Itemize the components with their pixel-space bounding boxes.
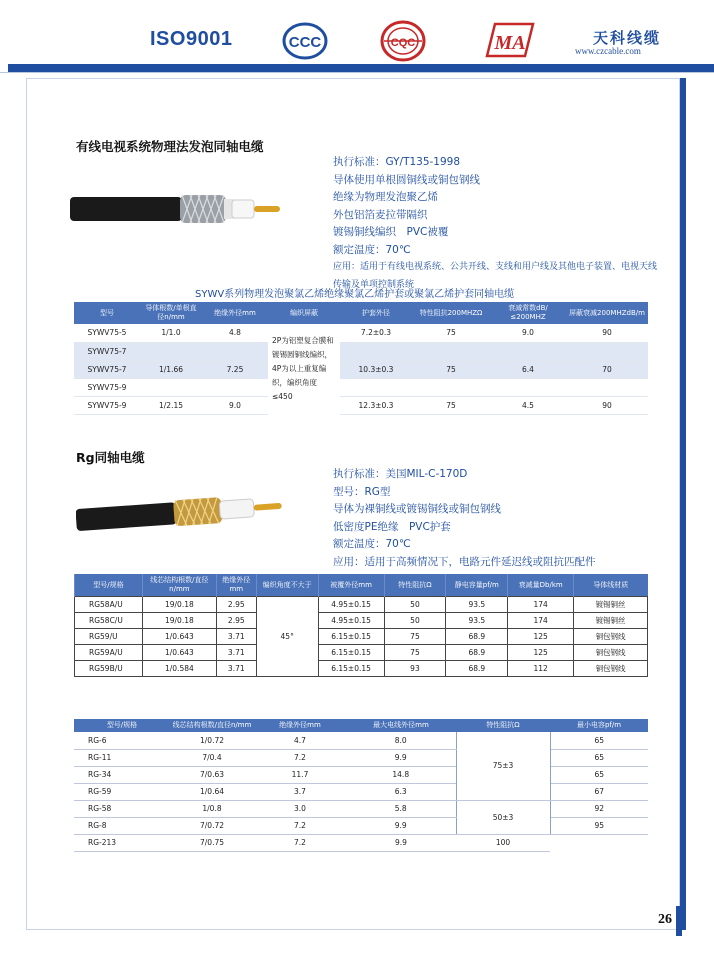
- spec-line: 镀锡铜线编织 PVC被覆: [333, 226, 449, 238]
- table-header: 最大电线外径mm: [346, 719, 456, 732]
- table-cell: 6.3: [346, 783, 456, 800]
- spec-line: 导体使用单根圆铜线或铜包钢线: [333, 173, 480, 186]
- table-header: 特性阻抗Ω: [456, 719, 550, 732]
- spec-line: 额定温度：70℃: [333, 243, 411, 256]
- rg-impedance-table: [74, 719, 648, 852]
- table-cell: 93.5: [446, 613, 508, 629]
- table-cell: 19/0.18: [142, 597, 216, 613]
- table-cell: 1/0.64: [170, 783, 254, 800]
- table-cell: RG59B/U: [75, 661, 143, 677]
- header-divider: [8, 64, 714, 72]
- table-cell: 50: [384, 597, 446, 613]
- brand-name: 天科线缆: [593, 29, 662, 47]
- table-row: [74, 396, 648, 414]
- table-cell: RG-11: [74, 749, 170, 766]
- table-cell: RG59A/U: [75, 645, 143, 661]
- table-cell: [412, 378, 490, 396]
- table-cell: 4.7: [254, 732, 346, 749]
- table-cell: 7.2: [254, 749, 346, 766]
- table-cell: 1/0.72: [170, 732, 254, 749]
- table-cell: 3.7: [254, 783, 346, 800]
- spec-line: 型号：RG型: [333, 485, 391, 498]
- table-cell: 4.95±0.15: [318, 597, 384, 613]
- table-header: 被覆外径mm: [318, 574, 384, 597]
- header-rule: [0, 72, 714, 73]
- table-cell: 4.5: [490, 396, 566, 414]
- table-header-row: [75, 574, 648, 597]
- impedance-50: 50±3: [456, 800, 550, 834]
- table-row: [74, 324, 648, 342]
- table-row: [75, 645, 648, 661]
- table-cell: 65: [550, 766, 648, 783]
- table-row: [74, 817, 648, 834]
- table-cell: 铜包钢线: [574, 629, 648, 645]
- spec-line: 执行标准：GY/T135-1998: [333, 156, 461, 168]
- spec-line: 应用：适用于高频情况下，电路元件延迟线或阻抗匹配件: [333, 555, 596, 568]
- section2-specs: [333, 466, 663, 571]
- table-cell: 75: [384, 645, 446, 661]
- table-cell: 11.7: [254, 766, 346, 783]
- table-cell: 4.8: [202, 324, 268, 342]
- table-header: 衰减量Db/km: [508, 574, 574, 597]
- table-cell: SYWV75-9: [74, 396, 140, 414]
- table-cell: 93: [384, 661, 446, 677]
- table-cell: 2.95: [216, 597, 256, 613]
- table-header-row: [74, 719, 648, 732]
- table-cell: 9.0: [202, 396, 268, 414]
- table-cell: [566, 378, 648, 396]
- table-cell: 92: [550, 800, 648, 817]
- table-cell: 3.71: [216, 661, 256, 677]
- table-cell: 3.0: [254, 800, 346, 817]
- svg-text:MA: MA: [494, 32, 526, 54]
- table-cell: 125: [508, 645, 574, 661]
- table-row: [74, 732, 648, 749]
- table-cell: 7.2: [254, 834, 346, 851]
- table-cell: 1/0.8: [170, 800, 254, 817]
- table-header: 型号/规格: [74, 719, 170, 732]
- table-cell: 14.8: [346, 766, 456, 783]
- table-cell: 174: [508, 597, 574, 613]
- table-row: [74, 766, 648, 783]
- table-header: 导体线材质: [574, 574, 648, 597]
- table-header: 特性阻抗200MHZΩ: [412, 302, 490, 324]
- table-cell: 65: [550, 732, 648, 749]
- table-cell: 1/2.15: [140, 396, 202, 414]
- table-cell: 12.3±0.3: [340, 396, 412, 414]
- table-row: [74, 378, 648, 396]
- section1-specs: [333, 154, 663, 294]
- table-cell: [490, 342, 566, 360]
- table-cell: 1/0.643: [142, 645, 216, 661]
- table-cell: 90: [566, 324, 648, 342]
- table-cell: SYWV75-7: [74, 342, 140, 360]
- table-cell: 1/0.643: [142, 629, 216, 645]
- table-header: 线芯结构根数/直径n/mm: [142, 574, 216, 597]
- table-cell: 93.5: [446, 597, 508, 613]
- table-cell: 7.2: [254, 817, 346, 834]
- spec-line: 应用：适用于有线电视系统、公共开线、支线和用户线及其他电子装置、电视天线: [333, 262, 658, 272]
- table-cell: 5.8: [346, 800, 456, 817]
- table-cell: 1/0.584: [142, 661, 216, 677]
- table-cell: 7.25: [202, 360, 268, 378]
- table-cell: 75: [412, 324, 490, 342]
- section2-title: Rg同轴电缆: [76, 450, 145, 465]
- table-cell: SYWV75-5: [74, 324, 140, 342]
- table-header-row: [74, 302, 648, 324]
- iso-label: ISO9001: [150, 28, 233, 50]
- table-cell: 7/0.72: [170, 817, 254, 834]
- table-header: 绝缘外径mm: [254, 719, 346, 732]
- table-cell: 65: [550, 749, 648, 766]
- table-row: [74, 749, 648, 766]
- spec-line: 传输及单项控制系统: [333, 279, 415, 290]
- table-cell: 68.9: [446, 661, 508, 677]
- table-cell: 112: [508, 661, 574, 677]
- table-header: 静电容量pf/m: [446, 574, 508, 597]
- page-number: 26: [658, 912, 672, 927]
- table-cell: [202, 342, 268, 360]
- spec-line: 低密度PE绝缘 PVC护套: [333, 520, 451, 533]
- table-cell: 75: [412, 360, 490, 378]
- brand-url: www.czcable.com: [575, 46, 641, 56]
- table-cell: RG-58: [74, 800, 170, 817]
- table-cell: 68.9: [446, 645, 508, 661]
- table-cell: 7/0.4: [170, 749, 254, 766]
- page-number-accent: [676, 906, 682, 936]
- sywv-spec-table: [74, 302, 648, 415]
- table-cell: RG-34: [74, 766, 170, 783]
- table-row: [74, 360, 648, 378]
- section1-title: 有线电视系统物理法发泡同轴电缆: [76, 139, 264, 154]
- shield-note: 2P为铝塑复合膜和镀锡圆铜线编织，4P为以上重复编织，编织角度≤450: [272, 336, 334, 401]
- table-cell: 9.9: [346, 817, 456, 834]
- ccc-logo-icon: [282, 22, 328, 60]
- table-cell: 6.15±0.15: [318, 629, 384, 645]
- table-cell: [566, 342, 648, 360]
- table-header: 编织角度不大于: [256, 574, 318, 597]
- table-cell: 4.95±0.15: [318, 613, 384, 629]
- table-cell: 1/1.66: [140, 360, 202, 378]
- table-row: [74, 783, 648, 800]
- spec-line: 外包铝箔麦拉带隔织: [333, 208, 428, 221]
- table-row: [74, 342, 648, 360]
- table-cell: 7.2±0.3: [340, 324, 412, 342]
- table-row: [75, 661, 648, 677]
- table-cell: 125: [508, 629, 574, 645]
- table-header: 线芯结构根数/直径n/mm: [170, 719, 254, 732]
- spec-line: 额定温度：70℃: [333, 538, 411, 550]
- table-cell: 7/0.63: [170, 766, 254, 783]
- table-cell: RG-59: [74, 783, 170, 800]
- table-header: 护套外径: [340, 302, 412, 324]
- table-cell: SYWV75-7: [74, 360, 140, 378]
- table-cell: SYWV75-9: [74, 378, 140, 396]
- table-cell: 19/0.18: [142, 613, 216, 629]
- table-row: [74, 800, 648, 817]
- table-cell: [490, 378, 566, 396]
- table-cell: 10.3±0.3: [340, 360, 412, 378]
- table-cell: [202, 378, 268, 396]
- table-cell: 75: [384, 629, 446, 645]
- table-header: 型号: [74, 302, 140, 324]
- table-header: 绝缘外径mm: [216, 574, 256, 597]
- table-cell: 6.4: [490, 360, 566, 378]
- table-cell: 50: [384, 613, 446, 629]
- table-row: [75, 629, 648, 645]
- table-cell: 95: [550, 817, 648, 834]
- table-cell: 9.9: [346, 749, 456, 766]
- page-header: [0, 0, 714, 64]
- table-row: [75, 613, 648, 629]
- table-cell: [140, 378, 202, 396]
- spec-line: 执行标准：美国MIL-C-170D: [333, 468, 468, 480]
- table-cell: 6.15±0.15: [318, 661, 384, 677]
- table-cell: RG-213: [74, 834, 170, 851]
- table-header: 型号/规格: [75, 574, 143, 597]
- table-cell: RG59/U: [75, 629, 143, 645]
- coax-cable-image-2: [76, 492, 282, 536]
- table-cell: RG58C/U: [75, 613, 143, 629]
- spec-line: 绝缘为物理发泡聚乙烯: [333, 191, 438, 203]
- rg-spec-table: [74, 574, 648, 677]
- table-header: 衰减常数dB/≤200MHZ: [490, 302, 566, 324]
- table-cell: [340, 378, 412, 396]
- table-cell: [412, 342, 490, 360]
- table-cell: 镀锡铜丝: [574, 613, 648, 629]
- table-cell: 3.71: [216, 629, 256, 645]
- table-header: 导体根数/单根直径n/mm: [140, 302, 202, 324]
- table-header: 最小电容pf/m: [550, 719, 648, 732]
- table-cell: 铜包钢线: [574, 661, 648, 677]
- table-cell: 9.0: [490, 324, 566, 342]
- svg-text:CCC: CCC: [288, 34, 322, 51]
- table-cell: RG58A/U: [75, 597, 143, 613]
- table-cell: 75: [412, 396, 490, 414]
- table-cell: RG-6: [74, 732, 170, 749]
- table-cell: 铜包钢线: [574, 645, 648, 661]
- table-cell: 3.71: [216, 645, 256, 661]
- table-row: [74, 834, 648, 851]
- coax-cable-image-1: [70, 185, 280, 235]
- table-header: 屏蔽衰减200MHZdB/m: [566, 302, 648, 324]
- table-header: 编织屏蔽: [268, 302, 340, 324]
- spec-line: 导体为裸铜线或镀锡铜线或铜包钢线: [333, 503, 501, 515]
- table-cell: 68.9: [446, 629, 508, 645]
- table-cell: 1/1.0: [140, 324, 202, 342]
- table-cell: 7/0.75: [170, 834, 254, 851]
- cqc-logo-icon: [380, 20, 426, 62]
- svg-text:CQC: CQC: [390, 37, 416, 49]
- table-cell: 2.95: [216, 613, 256, 629]
- table-cell: [140, 342, 202, 360]
- impedance-75: 75±3: [456, 732, 550, 800]
- table-cell: RG-8: [74, 817, 170, 834]
- table-row: [75, 597, 648, 613]
- braid-angle: 45°: [256, 597, 318, 677]
- table-cell: [340, 342, 412, 360]
- table-header: 绝缘外径mm: [202, 302, 268, 324]
- table-cell: 174: [508, 613, 574, 629]
- table-cell: 100: [456, 834, 550, 851]
- table-cell: 90: [566, 396, 648, 414]
- table-header: 特性阻抗Ω: [384, 574, 446, 597]
- table-cell: 8.0: [346, 732, 456, 749]
- table-cell: 6.15±0.15: [318, 645, 384, 661]
- table-cell: 67: [550, 783, 648, 800]
- frame-accent: [680, 78, 686, 930]
- ma-logo-icon: [485, 22, 535, 58]
- table-cell: 9.9: [346, 834, 456, 851]
- table-cell: 镀锡铜丝: [574, 597, 648, 613]
- table-cell: 70: [566, 360, 648, 378]
- table1-caption: SYWV系列物理发泡聚氯乙烯绝缘聚氯乙烯护套或聚氯乙烯护套同轴电缆: [195, 289, 515, 300]
